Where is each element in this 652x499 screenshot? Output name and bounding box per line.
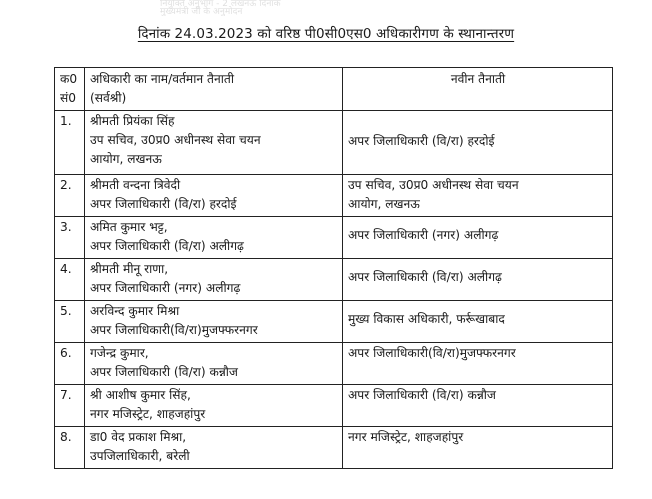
page-title-text: दिनांक 24.03.2023 को वरिष्ठ पी0सी0एस0 अधिकारीगण के स्थानान्तरण <box>137 26 515 42</box>
cell-officer <box>85 259 343 301</box>
table-row <box>55 217 613 259</box>
cell-new-posting: अपर जिलाधिकारी (वि/रा) हरदोई <box>343 111 613 175</box>
table-header-row <box>55 68 613 111</box>
cell-serial: 5. <box>55 301 85 343</box>
table-row <box>55 111 613 175</box>
cell-new-posting: नगर मजिस्ट्रेट, शाहजहांपुर <box>343 427 613 469</box>
officer-name: अमित कुमार भट्ट, <box>90 220 168 234</box>
page-title <box>0 24 652 42</box>
cell-new-posting: मुख्य विकास अधिकारी, फर्रूखाबाद <box>343 301 613 343</box>
bleed-line: मुख्यमंत्री जी के अनुमोदन <box>160 7 243 16</box>
cell-serial: 3. <box>55 217 85 259</box>
table-row <box>55 343 613 385</box>
current-posting: अपर जिलाधिकारी (वि/रा) अलीगढ़ <box>90 239 244 253</box>
header-new-posting: नवीन तैनाती <box>343 68 613 111</box>
officer-name: श्रीमती प्रियंका सिंह <box>90 114 175 128</box>
officer-name: श्री आशीष कुमार सिंह, <box>90 388 191 402</box>
cell-officer <box>85 217 343 259</box>
current-posting: अपर जिलाधिकारी (वि/रा) कन्नौज <box>90 365 238 379</box>
header-officer: अधिकारी का नाम/वर्तमान तैनाती (सर्वश्री) <box>85 68 343 111</box>
cell-officer <box>85 343 343 385</box>
bleed-through-text <box>160 0 460 16</box>
table-row <box>55 427 613 469</box>
cell-serial: 8. <box>55 427 85 469</box>
transfer-table <box>54 67 613 469</box>
cell-serial: 1. <box>55 111 85 175</box>
cell-officer <box>85 175 343 217</box>
table-row <box>55 259 613 301</box>
table-row <box>55 175 613 217</box>
cell-new-posting: अपर जिलाधिकारी (वि/रा) अलीगढ़ <box>343 259 613 301</box>
officer-name: अरविन्द कुमार मिश्रा <box>90 304 180 318</box>
current-posting: उपजिलाधिकारी, बरेली <box>90 449 190 463</box>
table-row <box>55 301 613 343</box>
cell-officer <box>85 385 343 427</box>
cell-serial: 7. <box>55 385 85 427</box>
bleed-line: नियुक्ति अनुभाग - 2 लखनऊ दिनांक <box>160 0 281 9</box>
cell-serial: 4. <box>55 259 85 301</box>
cell-new-posting: अपर जिलाधिकारी (नगर) अलीगढ़ <box>343 217 613 259</box>
cell-serial: 6. <box>55 343 85 385</box>
current-posting-cont: आयोग, लखनऊ <box>90 152 162 166</box>
cell-officer <box>85 301 343 343</box>
current-posting: उप सचिव, उ0प्र0 अधीनस्थ सेवा चयन <box>90 133 261 147</box>
table-row <box>55 385 613 427</box>
officer-name: श्रीमती मीनू राणा, <box>90 262 169 276</box>
cell-new-posting: अपर जिलाधिकारी (वि/रा) कन्नौज <box>343 385 613 427</box>
header-serial-number: क0 सं0 <box>55 68 85 111</box>
officer-name: डा0 वेद प्रकाश मिश्रा, <box>90 430 187 444</box>
current-posting: नगर मजिस्ट्रेट, शाहजहांपुर <box>90 407 206 421</box>
cell-serial: 2. <box>55 175 85 217</box>
cell-officer <box>85 427 343 469</box>
officer-name: गजेन्द्र कुमार, <box>90 346 149 360</box>
current-posting: अपर जिलाधिकारी (वि/रा) हरदोई <box>90 197 237 211</box>
officer-name: श्रीमती वन्दना त्रिवेदी <box>90 178 181 192</box>
current-posting: अपर जिलाधिकारी(वि/रा)मुजफ्फरनगर <box>90 323 258 337</box>
cell-officer <box>85 111 343 175</box>
cell-new-posting: उप सचिव, उ0प्र0 अधीनस्थ सेवा चयन आयोग, लखनऊ <box>343 175 613 217</box>
current-posting: अपर जिलाधिकारी (नगर) अलीगढ़ <box>90 281 241 295</box>
cell-new-posting: अपर जिलाधिकारी(वि/रा)मुजफ्फरनगर <box>343 343 613 385</box>
